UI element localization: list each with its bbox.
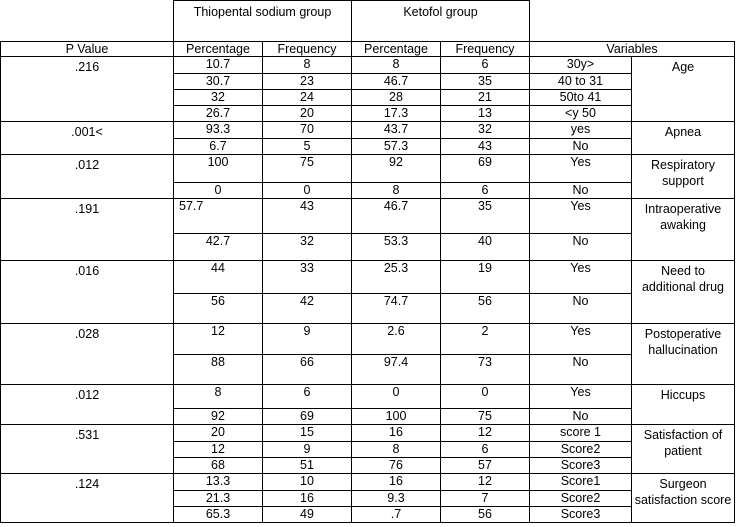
ketofol-frequency-cell: 12	[441, 474, 530, 491]
variable-name-cell: Respiratory support	[632, 155, 735, 199]
variable-level-cell: Yes	[530, 155, 632, 183]
ketofol-percentage-cell: 53.3	[352, 234, 441, 261]
thiopental-percentage-cell: 65.3	[174, 507, 263, 523]
table-row	[1, 324, 735, 355]
thiopental-percentage-cell: 100	[174, 155, 263, 183]
thiopental-frequency-cell: 51	[263, 458, 352, 474]
p-value-cell: .191	[1, 199, 174, 261]
ketofol-percentage-cell: 43.7	[352, 122, 441, 139]
thiopental-frequency-cell: 9	[263, 442, 352, 458]
p-value-cell: .016	[1, 261, 174, 324]
thiopental-group-header: Thiopental sodium group	[174, 1, 352, 42]
thiopental-frequency-cell: 23	[263, 74, 352, 90]
variable-level-cell: No	[530, 409, 632, 425]
thiopental-percentage-cell: 20	[174, 425, 263, 442]
variable-name-cell: Apnea	[632, 122, 735, 155]
table-row	[1, 425, 735, 442]
ketofol-percentage-cell: 9.3	[352, 491, 441, 507]
p-value-cell: .012	[1, 155, 174, 199]
table-row	[1, 474, 735, 491]
thiopental-frequency-cell: 6	[263, 385, 352, 409]
variable-name-cell: Postoperative hallucination	[632, 324, 735, 385]
header-blank-cell	[1, 1, 174, 42]
variable-level-cell: Score2	[530, 491, 632, 507]
ketofol-percentage-cell: 100	[352, 409, 441, 425]
ketofol-frequency-cell: 35	[441, 199, 530, 234]
thiopental-percentage-cell: 8	[174, 385, 263, 409]
variable-level-cell: 40 to 31	[530, 74, 632, 90]
thiopental-percentage-cell: 0	[174, 183, 263, 199]
thiopental-percentage-cell: 12	[174, 324, 263, 355]
ketofol-group-header: Ketofol group	[352, 1, 530, 42]
p-value-cell: .001<	[1, 122, 174, 155]
thiopental-frequency-cell: 20	[263, 106, 352, 122]
table-row	[1, 57, 735, 74]
variable-level-cell: Score3	[530, 507, 632, 523]
header-blank-cell	[530, 1, 735, 42]
thiopental-percentage-cell: 10.7	[174, 57, 263, 74]
thiopental-frequency-header: Frequency	[263, 42, 352, 57]
variables-header: Variables	[530, 42, 735, 57]
table-row	[1, 155, 735, 183]
ketofol-frequency-cell: 56	[441, 507, 530, 523]
variable-level-cell: Score3	[530, 458, 632, 474]
ketofol-frequency-cell: 19	[441, 261, 530, 294]
table-row	[1, 199, 735, 234]
ketofol-frequency-cell: 40	[441, 234, 530, 261]
ketofol-frequency-cell: 32	[441, 122, 530, 139]
ketofol-frequency-cell: 6	[441, 442, 530, 458]
thiopental-percentage-cell: 12	[174, 442, 263, 458]
ketofol-frequency-cell: 2	[441, 324, 530, 355]
ketofol-percentage-cell: 25.3	[352, 261, 441, 294]
thiopental-frequency-cell: 70	[263, 122, 352, 139]
thiopental-frequency-cell: 8	[263, 57, 352, 74]
ketofol-percentage-cell: 76	[352, 458, 441, 474]
ketofol-percentage-cell: 74.7	[352, 294, 441, 324]
ketofol-frequency-cell: 21	[441, 90, 530, 106]
variable-level-cell: No	[530, 139, 632, 155]
table-row	[1, 122, 735, 139]
thiopental-frequency-cell: 42	[263, 294, 352, 324]
table-row	[1, 385, 735, 409]
thiopental-percentage-header: Percentage	[174, 42, 263, 57]
variable-level-cell: 50to 41	[530, 90, 632, 106]
ketofol-percentage-cell: 8	[352, 442, 441, 458]
variable-level-cell: Yes	[530, 199, 632, 234]
ketofol-frequency-cell: 75	[441, 409, 530, 425]
ketofol-percentage-cell: 16	[352, 425, 441, 442]
variable-name-cell: Satisfaction of patient	[632, 425, 735, 474]
variable-level-cell: No	[530, 355, 632, 385]
thiopental-frequency-cell: 32	[263, 234, 352, 261]
variable-level-cell: No	[530, 183, 632, 199]
thiopental-frequency-cell: 10	[263, 474, 352, 491]
thiopental-frequency-cell: 33	[263, 261, 352, 294]
ketofol-percentage-cell: 57.3	[352, 139, 441, 155]
thiopental-percentage-cell: 42.7	[174, 234, 263, 261]
variable-level-cell: No	[530, 294, 632, 324]
ketofol-frequency-cell: 7	[441, 491, 530, 507]
thiopental-frequency-cell: 69	[263, 409, 352, 425]
variable-level-cell: No	[530, 234, 632, 261]
thiopental-frequency-cell: 66	[263, 355, 352, 385]
thiopental-percentage-cell: 68	[174, 458, 263, 474]
thiopental-percentage-cell: 26.7	[174, 106, 263, 122]
thiopental-frequency-cell: 16	[263, 491, 352, 507]
p-value-cell: .028	[1, 324, 174, 385]
variable-level-cell: score 1	[530, 425, 632, 442]
ketofol-percentage-cell: 28	[352, 90, 441, 106]
ketofol-percentage-cell: 0	[352, 385, 441, 409]
thiopental-frequency-cell: 49	[263, 507, 352, 523]
variable-name-cell: Need to additional drug	[632, 261, 735, 324]
variable-level-cell: Score2	[530, 442, 632, 458]
thiopental-percentage-cell: 30.7	[174, 74, 263, 90]
thiopental-percentage-cell: 92	[174, 409, 263, 425]
variable-level-cell: Yes	[530, 385, 632, 409]
thiopental-percentage-cell: 88	[174, 355, 263, 385]
ketofol-frequency-cell: 12	[441, 425, 530, 442]
ketofol-percentage-cell: 97.4	[352, 355, 441, 385]
ketofol-percentage-cell: 17.3	[352, 106, 441, 122]
ketofol-frequency-cell: 43	[441, 139, 530, 155]
thiopental-percentage-cell: 56	[174, 294, 263, 324]
thiopental-frequency-cell: 9	[263, 324, 352, 355]
ketofol-percentage-cell: 92	[352, 155, 441, 183]
variable-name-cell: Age	[632, 57, 735, 122]
thiopental-frequency-cell: 5	[263, 139, 352, 155]
variable-name-cell: Hiccups	[632, 385, 735, 425]
thiopental-percentage-cell: 6.7	[174, 139, 263, 155]
ketofol-percentage-cell: 8	[352, 57, 441, 74]
ketofol-frequency-cell: 35	[441, 74, 530, 90]
column-header-row	[1, 42, 735, 57]
ketofol-frequency-cell: 69	[441, 155, 530, 183]
ketofol-frequency-cell: 0	[441, 385, 530, 409]
ketofol-frequency-cell: 56	[441, 294, 530, 324]
variable-level-cell: <y 50	[530, 106, 632, 122]
variable-name-cell: Surgeon satisfaction score	[632, 474, 735, 523]
variable-level-cell: Score1	[530, 474, 632, 491]
table-row	[1, 261, 735, 294]
ketofol-percentage-cell: .7	[352, 507, 441, 523]
variable-name-cell: Intraoperative awaking	[632, 199, 735, 261]
p-value-cell: .531	[1, 425, 174, 474]
thiopental-percentage-cell: 44	[174, 261, 263, 294]
thiopental-frequency-cell: 24	[263, 90, 352, 106]
ketofol-percentage-cell: 16	[352, 474, 441, 491]
ketofol-percentage-cell: 8	[352, 183, 441, 199]
group-header-row	[1, 1, 735, 42]
thiopental-percentage-cell: 57.7	[174, 199, 263, 234]
p-value-cell: .216	[1, 57, 174, 122]
ketofol-frequency-header: Frequency	[441, 42, 530, 57]
thiopental-percentage-cell: 21.3	[174, 491, 263, 507]
ketofol-frequency-cell: 13	[441, 106, 530, 122]
ketofol-percentage-header: Percentage	[352, 42, 441, 57]
ketofol-percentage-cell: 46.7	[352, 74, 441, 90]
ketofol-percentage-cell: 2.6	[352, 324, 441, 355]
thiopental-percentage-cell: 93.3	[174, 122, 263, 139]
ketofol-percentage-cell: 46.7	[352, 199, 441, 234]
p-value-cell: .012	[1, 385, 174, 425]
ketofol-frequency-cell: 73	[441, 355, 530, 385]
p-value-cell: .124	[1, 474, 174, 523]
p-value-header: P Value	[1, 42, 174, 57]
variable-level-cell: 30y>	[530, 57, 632, 74]
thiopental-percentage-cell: 32	[174, 90, 263, 106]
thiopental-frequency-cell: 0	[263, 183, 352, 199]
ketofol-frequency-cell: 6	[441, 183, 530, 199]
variable-level-cell: yes	[530, 122, 632, 139]
thiopental-percentage-cell: 13.3	[174, 474, 263, 491]
thiopental-frequency-cell: 15	[263, 425, 352, 442]
ketofol-frequency-cell: 57	[441, 458, 530, 474]
ketofol-frequency-cell: 6	[441, 57, 530, 74]
thiopental-frequency-cell: 43	[263, 199, 352, 234]
thiopental-frequency-cell: 75	[263, 155, 352, 183]
variable-level-cell: Yes	[530, 324, 632, 355]
variable-level-cell: Yes	[530, 261, 632, 294]
